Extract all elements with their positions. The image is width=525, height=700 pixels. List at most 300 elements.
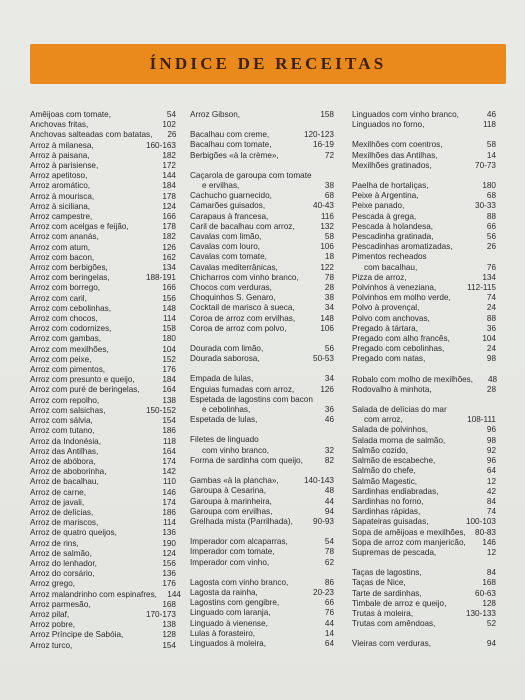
recipe-name: Gambas «à la plancha», [190,476,279,486]
page-number: 56 [486,232,496,242]
recipe-entry [190,435,334,445]
recipe-name: Cavalas com limão, [190,232,262,242]
recipe-entry [190,212,334,222]
page-number: 156 [162,558,176,568]
page-number: 126 [162,242,176,252]
recipe-name: Cocktail de marisco à sueca, [190,303,295,313]
recipe-entry [352,242,496,252]
page-number: 160-163 [145,140,176,150]
recipe-name: Arroz pilaf, [30,609,70,619]
recipe-name: Polvinhos em molho verde, [352,293,451,303]
recipe-entry [30,569,176,579]
page-number: 40-43 [313,201,334,211]
recipe-entry [352,639,496,649]
recipe-entry [30,355,176,365]
recipe-entry [190,273,334,283]
page-number: 94 [486,639,496,649]
recipe-entry [30,579,176,589]
recipe-entry [190,303,334,313]
recipe-entry [30,161,176,171]
recipe-name: Salada de delícias do mar [352,405,447,415]
page-number: 84 [486,496,496,506]
recipe-name: Arroz com ananás, [30,232,99,242]
page-number: 168 [162,599,176,609]
recipe-name: Arroz com cebolinhas, [30,303,111,313]
recipe-entry [352,466,496,476]
recipe-name: Cachucho guarnecido, [190,191,272,201]
recipe-name: Pregado à tártara, [352,323,418,333]
recipe-name: Sopa de arroz com manjericão, [352,537,466,547]
recipe-entry [352,344,496,354]
recipe-name: Arroz apetitoso, [30,171,88,181]
page-number: 12 [486,476,496,486]
recipe-entry [190,547,334,557]
recipe-name: Arroz do lenhador, [30,558,97,568]
recipe-entry [30,243,176,253]
page-number: 82 [324,455,334,465]
page-number: 26 [486,242,496,252]
recipe-entry [190,507,334,517]
page-number: 88 [486,313,496,323]
recipe-entry [190,415,334,425]
index-column-3 [352,110,496,650]
recipe-entry [190,456,334,466]
page-number: 106 [320,242,334,252]
section-gap [352,395,496,405]
recipe-name: Arroz pobre, [30,620,76,630]
recipe-name: Vieiras com verduras, [352,639,432,649]
page-number: 30-33 [475,201,496,211]
recipe-entry [352,263,496,273]
page-number: 136 [162,569,176,579]
recipe-name: Bacalhau com creme, [190,130,270,140]
recipe-name: Mexilhões das Antilhas, [352,150,438,160]
recipe-name: Arroz com caril, [30,293,87,303]
recipe-name: Garoupa à Cesarina, [190,486,267,496]
page-number: 14 [324,628,334,638]
page-number: 26 [167,130,177,140]
page-number: 166 [162,212,176,222]
recipe-name: Arroz à parisiense, [30,161,99,171]
recipe-entry [30,437,176,447]
page-number: 128 [162,630,176,640]
recipe-entry [352,385,496,395]
page-number: 72 [324,150,334,160]
recipe-entry [30,283,176,293]
recipe-name: Salmão de escabeche, [352,456,436,466]
recipe-name: Arroz da Indonésia, [30,436,102,446]
recipe-entry [190,232,334,242]
recipe-entry [352,201,496,211]
recipe-entry [352,425,496,435]
page-number: 132 [320,221,334,231]
recipe-name: Cavalas mediterrânicas, [190,262,278,272]
recipe-name: Chicharros com vinho branco, [190,272,299,282]
recipe-name: Sapateiras guisadas, [352,517,429,527]
page-number: 38 [324,293,334,303]
recipe-entry [190,446,334,456]
recipe-name: Pregado com natas, [352,354,426,364]
page-number: 78 [324,272,334,282]
page-number: 162 [162,252,176,262]
recipe-name: Arroz à mourisca, [30,191,95,201]
page-number: 24 [486,344,496,354]
recipe-name: Supremas de pescada, [352,547,437,557]
page-number: 120-123 [303,130,334,140]
page-number: 116 [320,211,334,221]
recipe-entry [352,568,496,578]
recipe-name: Linguado com laranja, [190,608,271,618]
recipe-name: Paelha de hortaliças, [352,181,429,191]
recipe-entry [30,518,176,528]
page-title: ÍNDICE DE RECEITAS [149,54,387,73]
recipe-entry [352,517,496,527]
page-number: 68 [486,191,496,201]
page-number: 64 [486,466,496,476]
recipe-name: Arroz de salmão, [30,548,92,558]
recipe-name: Coroa de arroz com ervilhas, [190,313,296,323]
page-number: 112-115 [467,283,496,293]
recipe-entry [30,192,176,202]
recipe-name: Bacalhau com tomate, [190,140,272,150]
page-number: 158 [320,110,334,119]
recipe-entry [352,273,496,283]
page-number: 46 [324,415,334,425]
page-number: 24 [486,303,496,313]
recipe-entry [352,324,496,334]
recipe-name: Linguados no forno, [352,120,425,130]
page-number: 34 [324,303,334,313]
recipe-entry [190,314,334,324]
recipe-name: Arroz com beringelas, [30,273,110,283]
page-number: 142 [162,467,176,477]
recipe-entry [352,140,496,150]
recipe-entry [30,426,176,436]
title-banner [30,44,506,84]
recipe-name: Arroz de abóbora, [30,456,96,466]
page-number: 70-73 [475,160,496,170]
recipe-entry [352,252,496,262]
recipe-name: Filetes de linguado [190,435,259,445]
recipe-entry [190,354,334,364]
recipe-entry [30,324,176,334]
section-gap [190,120,334,130]
recipe-name: Imperador com tomate, [190,547,275,557]
recipe-entry [30,549,176,559]
recipe-entry [352,456,496,466]
page-number: 98 [486,435,496,445]
recipe-entry [352,619,496,629]
recipe-name: Coroa de arroz com polvo, [190,323,287,333]
recipe-entry [30,416,176,426]
recipe-entry [30,488,176,498]
recipe-entry [30,130,176,140]
recipe-name: Arroz das Antilhas, [30,446,99,456]
recipe-name: Cavalas com louro, [190,242,261,252]
recipe-entry [190,252,334,262]
recipe-entry [352,283,496,293]
recipe-entry [352,507,496,517]
page-number: 174 [162,497,176,507]
recipe-name: Arroz com berbigões, [30,263,108,273]
page-number: 174 [162,456,176,466]
page-number: 180 [482,181,496,191]
recipe-entry [352,375,496,385]
recipe-name: com arroz, [364,415,403,425]
recipe-name: Imperador com vinho, [190,557,270,567]
page-number: 172 [162,161,176,171]
recipe-entry [190,558,334,568]
page-number: 88 [486,211,496,221]
recipe-name: Pizza de arroz, [352,272,407,282]
page-number: 176 [162,579,176,589]
recipe-name: Pimentos recheados [352,252,427,262]
section-gap [190,364,334,374]
recipe-entry [352,405,496,415]
page-number: 50-53 [313,354,334,364]
page-number: 128 [482,598,496,608]
recipe-entry [190,619,334,629]
recipe-entry [30,345,176,355]
recipe-name: Timbale de arroz e queijo, [352,598,447,608]
recipe-name: Arroz parmesão, [30,599,91,609]
recipe-name: Robalo com molho de mexilhões, [352,374,474,384]
recipe-entry [190,140,334,150]
recipe-entry [352,528,496,538]
recipe-entry [30,589,181,600]
page-number: 34 [324,374,334,384]
recipe-name: Linguados à moleira, [190,638,267,648]
recipe-entry [30,375,176,385]
recipe-entry [190,324,334,334]
page-number: 14 [486,150,496,160]
recipe-name: Arroz com presunto e queijo, [30,375,135,385]
recipe-entry [190,293,334,303]
recipe-name: Salada de polvinhos, [352,425,429,435]
recipe-entry [190,608,334,618]
page-number: 60-63 [475,588,496,598]
recipe-entry [30,406,176,416]
page-number: 90-93 [313,516,334,526]
recipe-entry [190,130,334,140]
recipe-entry [352,599,496,609]
recipe-name: Arroz com borrego, [30,283,101,293]
page-number: 56 [324,344,334,354]
recipe-name: Polvo com anchovas, [352,313,430,323]
page-number: 28 [324,283,334,293]
recipe-name: Arroz de bacalhau, [30,477,99,487]
page-number: 38 [324,181,334,191]
recipe-name: Cavalas com tomate, [190,252,267,262]
page-number: 62 [324,557,334,567]
recipe-entry [352,161,496,171]
recipe-name: Arroz campestre, [30,212,93,222]
recipe-name: Grelhada mista (Parrilhada), [190,516,293,526]
page-number: 58 [324,232,334,242]
recipe-name: Mexilhões gratinados, [352,160,432,170]
recipe-entry [190,283,334,293]
recipe-name: Amêijoas com tomate, [30,110,111,119]
recipe-entry [30,528,176,538]
page-number: 144 [162,171,176,181]
recipe-entry [190,629,334,639]
page-number: 186 [162,426,176,436]
recipe-entry [30,151,176,161]
page-number: 114 [162,518,176,528]
recipe-entry [30,508,176,518]
recipe-name: Polvinhos à veneziana, [352,283,437,293]
recipe-entry [190,191,334,201]
page-number: 118 [482,120,496,130]
recipe-entry [30,610,176,620]
recipe-name: Berbigões «à la crème», [190,150,279,160]
page-number: 124 [162,548,176,558]
page-number: 146 [162,487,176,497]
recipe-entry [30,620,176,630]
page-number: 168 [482,578,496,588]
page-number: 96 [486,456,496,466]
page-number: 184 [162,375,176,385]
page-number: 44 [324,618,334,628]
page-number: 36 [486,323,496,333]
recipe-name: Arroz com acelgas e feijão, [30,222,129,232]
page-number: 150-152 [145,405,176,415]
recipe-name: Linguado à vienense, [190,618,268,628]
recipe-name: Arroz com pimentos, [30,365,106,375]
recipe-entry [352,578,496,588]
page-number: 134 [482,272,496,282]
recipe-entry [30,222,176,232]
page-number: 52 [486,619,496,629]
recipe-entry [352,212,496,222]
recipe-name: Sardinhas no forno, [352,496,424,506]
section-gap [190,425,334,435]
recipe-entry [190,395,334,405]
recipe-entry [30,600,176,610]
recipe-entry [30,539,176,549]
recipe-entry [352,487,496,497]
recipe-entry [352,293,496,303]
page-number: 180 [162,334,176,344]
recipe-entry [30,559,176,569]
recipe-name: Garoupa com ervilhas, [190,506,273,516]
page-number: 138 [162,395,176,405]
recipe-entry [352,110,496,120]
recipe-entry [352,477,496,487]
recipe-entry [352,354,496,364]
recipe-name: Arroz malandrinho com espinafres, [30,589,157,599]
page-number: 54 [324,537,334,547]
recipe-entry [30,232,176,242]
recipe-name: e cebolinhas, [202,405,251,415]
recipe-name: Lulas à forasteiro, [190,628,256,638]
page-number: 74 [486,507,496,517]
page-number: 74 [486,293,496,303]
recipe-name: Mexilhões com coentros, [352,140,443,150]
page-number: 170-173 [145,609,176,619]
recipe-entry [190,263,334,273]
recipe-name: Arroz com tutano, [30,426,95,436]
recipe-name: Arroz de quatro queijos, [30,528,117,538]
page-number: 108-111 [467,415,496,425]
recipe-name: Anchovas fritas, [30,120,89,130]
recipe-entry [30,110,176,120]
recipe-name: Lagostins com gengibre, [190,598,280,608]
page-number: 190 [162,538,176,548]
recipe-entry [190,476,334,486]
recipe-entry [190,639,334,649]
recipe-name: Peixe à Argentina, [352,191,419,201]
page-number: 66 [486,221,496,231]
recipe-entry [30,171,176,181]
recipe-name: Chocos com verduras, [190,283,272,293]
recipe-entry [30,447,176,457]
recipe-name: Arroz com repolho, [30,395,100,405]
recipe-entry [30,334,176,344]
page-number: 110 [162,477,176,487]
recipe-name: Anchovas salteadas com batatas, [30,130,153,140]
page-number: 164 [162,385,176,395]
recipe-name: Pescada à grega, [352,211,417,221]
page-number: 146 [482,537,496,547]
recipe-name: Arroz de mariscos, [30,518,99,528]
page-number: 64 [324,638,334,648]
recipe-entry [352,191,496,201]
recipe-entry [190,497,334,507]
recipe-name: Caril de bacalhau com arroz, [190,221,295,231]
recipe-name: Arroz aromático, [30,181,91,191]
page-number: 76 [486,262,496,272]
section-gap [190,161,334,171]
recipe-entry [352,436,496,446]
recipe-entry [30,498,176,508]
recipe-entry [30,120,176,130]
page-number: 182 [162,150,176,160]
recipe-name: Dourada saborosa, [190,354,260,364]
recipe-entry [190,222,334,232]
page-number: 66 [324,598,334,608]
page-number: 148 [162,303,176,313]
section-gap [190,334,334,344]
recipe-entry [190,201,334,211]
section-gap [352,629,496,639]
recipe-name: Taças de lagostins, [352,568,422,578]
page-number: 104 [162,344,176,354]
recipe-name: Choquinhos S. Genaro, [190,293,276,303]
page-number: 102 [162,120,176,130]
recipe-name: Pregado com cebolinhas, [352,344,445,354]
recipe-name: Lagosta com vinho branco, [190,577,289,587]
recipe-name: Pescada à holandesa, [352,221,434,231]
section-gap [190,527,334,537]
section-gap [190,568,334,578]
page-number: 100-103 [465,517,496,527]
recipe-entry [352,151,496,161]
recipe-entry [30,641,176,651]
recipe-entry [30,630,176,640]
recipe-entry [352,538,496,548]
recipe-name: Arroz com chocos, [30,314,98,324]
recipe-entry [30,365,176,375]
recipe-name: Arroz de javali, [30,497,85,507]
recipe-entry [352,609,496,619]
recipe-entry [190,344,334,354]
recipe-name: Arroz com mexilhões, [30,344,109,354]
recipe-name: com vinho branco, [202,445,269,455]
recipe-entry [30,253,176,263]
recipe-entry [190,588,334,598]
recipe-entry [352,548,496,558]
